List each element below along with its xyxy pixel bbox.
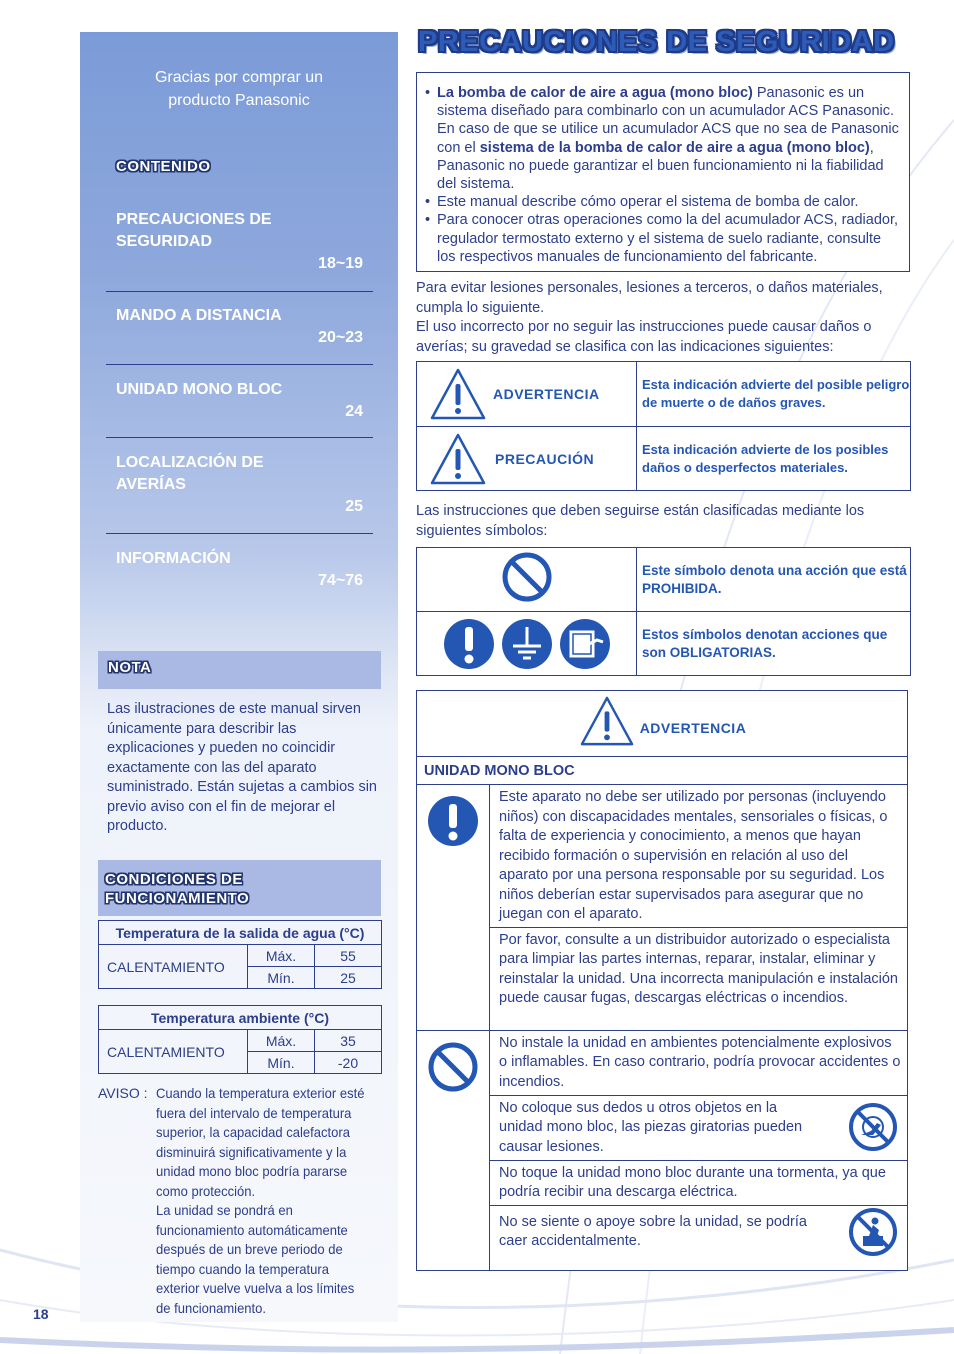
toc-item-remote[interactable] — [106, 305, 373, 349]
toc-item-title: PRECAUCIONES DE — [116, 211, 272, 228]
max-value: 55 — [315, 945, 382, 967]
note-heading-band — [98, 651, 381, 689]
intro-paragraph-2: El uso incorrecto por no seguir las instrucciones puede causar daños o averías; su gravedad se clasifica con las indicaciones siguientes: — [416, 319, 872, 355]
prohibited-icon — [427, 1041, 479, 1093]
max-value: 35 — [315, 1030, 382, 1052]
notice-text-2: La unidad se pondrá en funcionamiento automáticamente después de un breve periodo de tiempo cuando la temperatura exterior vuelve vuelva a los límites de funcionamiento. — [156, 1202, 355, 1316]
prohibited-desc: Este símbolo denota una acción que está PROHIBIDA. — [642, 562, 907, 596]
toc-item-title: MANDO A DISTANCIA — [116, 307, 282, 324]
conditions-heading-band — [98, 860, 381, 916]
intro-bullet-2: • Este manual describe cómo operar el sistema de bomba de calor. — [437, 193, 901, 211]
conditions-heading-line-1: CONDICIONES DE — [105, 871, 243, 888]
prohibited-instruction-4: No se siente o apoye sobre la unidad, se podría caer accidentalmente. — [499, 1213, 807, 1249]
ambient-temp-table — [98, 1005, 382, 1074]
toc-divider — [106, 533, 373, 534]
conditions-heading — [98, 860, 381, 908]
toc-item-title: AVERÍAS — [116, 476, 186, 493]
severity-desc-warning: Esta indicación advierte del posible peligro de muerte o de daños graves. — [642, 377, 910, 410]
max-label: Máx. — [248, 945, 315, 967]
prohibited-icon — [501, 551, 553, 603]
toc-item-page: 74~76 — [318, 572, 363, 589]
toc-divider — [106, 364, 373, 365]
mandatory-instruction-1: Este aparato no debe ser utilizado por personas (incluyendo niños) con discapacidades mentales, sensoriales o físicas, o falta de experiencia y conocimiento, a menos que hayan recibido formación o supervisión en relación al uso del aparato por una persona responsable por su seguridad. Los niños deberían estar supervisados para asegurar que no juegan con el aparato. — [499, 789, 888, 922]
unplug-icon — [559, 618, 611, 670]
toc-item-page: 18~19 — [318, 255, 363, 272]
mandatory-instruction-2: Por favor, consulte a un distribuidor autorizado o especialista para limpiar las partes internas, reparar, instalar, eliminar y reinstalar la unidad. Una incorrecta manipulación e instalación puede causar fugas, descargas eléctricas o incendios. — [499, 931, 898, 1006]
mandatory-icon — [427, 795, 479, 847]
water-temp-header: Temperatura de la salida de agua (°C) — [99, 921, 382, 945]
ambient-temp-mode: CALENTAMIENTO — [99, 1030, 248, 1074]
intro-bullet-1 — [437, 84, 901, 193]
prohibited-instruction-1: No instale la unidad en ambientes potencialmente explosivos o inflamables. En caso contrario, podría provocar accidentes o incendios. — [499, 1034, 901, 1090]
min-value: -20 — [315, 1052, 382, 1074]
bullet-text: Panasonic es un sistema diseñado para combinarlo con un acumulador ACS Panasonic. En caso de que se utilice un acumulador ACS que no sea de Panasonic con el — [437, 85, 899, 156]
warning-table-section: UNIDAD MONO BLOC — [417, 757, 908, 785]
toc-item-monobloc[interactable] — [106, 379, 373, 423]
toc-item-title: UNIDAD MONO BLOC — [116, 381, 283, 398]
warning-table-heading: ADVERTENCIA — [639, 720, 747, 736]
severity-label-warning: ADVERTENCIA — [493, 386, 600, 402]
thanks-line-2: producto Panasonic — [168, 92, 310, 109]
note-text: Las ilustraciones de este manual sirven únicamente para describir las explicaciones y pueden no coincidir exactamente con las del aparato suministrado. Están sujetas a cambios sin previo aviso con el fin de mejorar el producto. — [107, 701, 377, 834]
toc-item-safety[interactable] — [106, 209, 373, 275]
intro-paragraph-1: Para evitar lesiones personales, lesiones a terceros, o daños materiales, cumpla lo siguiente. — [416, 280, 883, 316]
warning-triangle-icon — [429, 432, 487, 486]
severity-table — [416, 361, 911, 491]
intro-bullets — [417, 73, 909, 266]
min-value: 25 — [315, 967, 382, 989]
notice-text — [156, 1084, 368, 1318]
notice-text-1: Cuando la temperatura exterior esté fuera del intervalo de temperatura superior, la capacidad calefactora disminuirá significativamente y la unidad mono bloc podría pararse como protección. — [156, 1085, 365, 1199]
toc-item-title: SEGURIDAD — [116, 233, 213, 250]
conditions-heading-line-2: FUNCIONAMIENTO — [105, 890, 250, 907]
no-fingers-icon — [847, 1101, 899, 1153]
warning-triangle-icon — [578, 695, 636, 747]
min-label: Mín. — [248, 967, 315, 989]
severity-desc-caution: Esta indicación advierte de los posibles daños o desperfectos materiales. — [642, 441, 889, 475]
toc-item-page: 25 — [345, 498, 363, 515]
toc-divider — [106, 291, 373, 292]
intro-bullet-3: • Para conocer otras operaciones como la del acumulador ACS, radiador, regulador termostato externo y el sistema de suelo radiante, consulte los respectivos manuales de funcionamiento del fabricante. — [437, 211, 901, 266]
warning-table — [416, 690, 908, 1271]
contents-heading: CONTENIDO — [116, 158, 211, 175]
toc-item-information[interactable] — [106, 548, 373, 592]
toc-item-title: LOCALIZACIÓN DE — [116, 454, 264, 471]
toc-item-troubleshooting[interactable] — [106, 452, 373, 518]
note-heading: NOTA — [108, 659, 152, 676]
bold-text: sistema de la bomba de calor de aire a agua (mono bloc) — [479, 139, 870, 156]
water-temp-table — [98, 920, 382, 989]
bold-text: La bomba de calor de aire a agua (mono bloc) — [437, 85, 753, 101]
symbols-paragraph: Las instrucciones que deben seguirse están clasificadas mediante los siguientes símbolos: — [416, 503, 865, 539]
page-number: 18 — [33, 1306, 49, 1322]
thanks-message — [80, 66, 398, 112]
mandatory-desc: Estos símbolos denotan acciones que son OBLIGATORIAS. — [642, 626, 888, 660]
ambient-temp-header: Temperatura ambiente (°C) — [99, 1006, 382, 1030]
page-title: PRECAUCIONES DE SEGURIDAD — [418, 26, 895, 58]
warning-triangle-icon — [429, 367, 487, 421]
min-label: Mín. — [248, 1052, 315, 1074]
max-label: Máx. — [248, 1030, 315, 1052]
mandatory-icon — [443, 618, 495, 670]
bullet-text: , Panasonic no puede garantizar el buen funcionamiento ni la fiabilidad del sistema. — [437, 139, 884, 193]
toc-item-title: INFORMACIÓN — [116, 550, 231, 567]
symbols-table — [416, 547, 911, 676]
toc-item-page: 20~23 — [318, 329, 363, 346]
severity-label-caution: PRECAUCIÓN — [495, 450, 595, 467]
thanks-line-1: Gracias por comprar un — [154, 69, 324, 86]
toc-item-page: 24 — [345, 403, 363, 420]
ground-icon — [501, 618, 553, 670]
intro-box — [416, 72, 910, 272]
no-sitting-icon — [847, 1206, 899, 1258]
prohibited-instruction-3: No toque la unidad mono bloc durante una tormenta, ya que podría recibir una descarga eléctrica. — [499, 1164, 886, 1200]
notice-label: AVISO : — [98, 1085, 148, 1101]
prohibited-instruction-2: No coloque sus dedos u otros objetos en la unidad mono bloc, las piezas giratorias pueden causar lesiones. — [499, 1099, 803, 1155]
water-temp-mode: CALENTAMIENTO — [99, 945, 248, 989]
toc-divider — [106, 437, 373, 438]
